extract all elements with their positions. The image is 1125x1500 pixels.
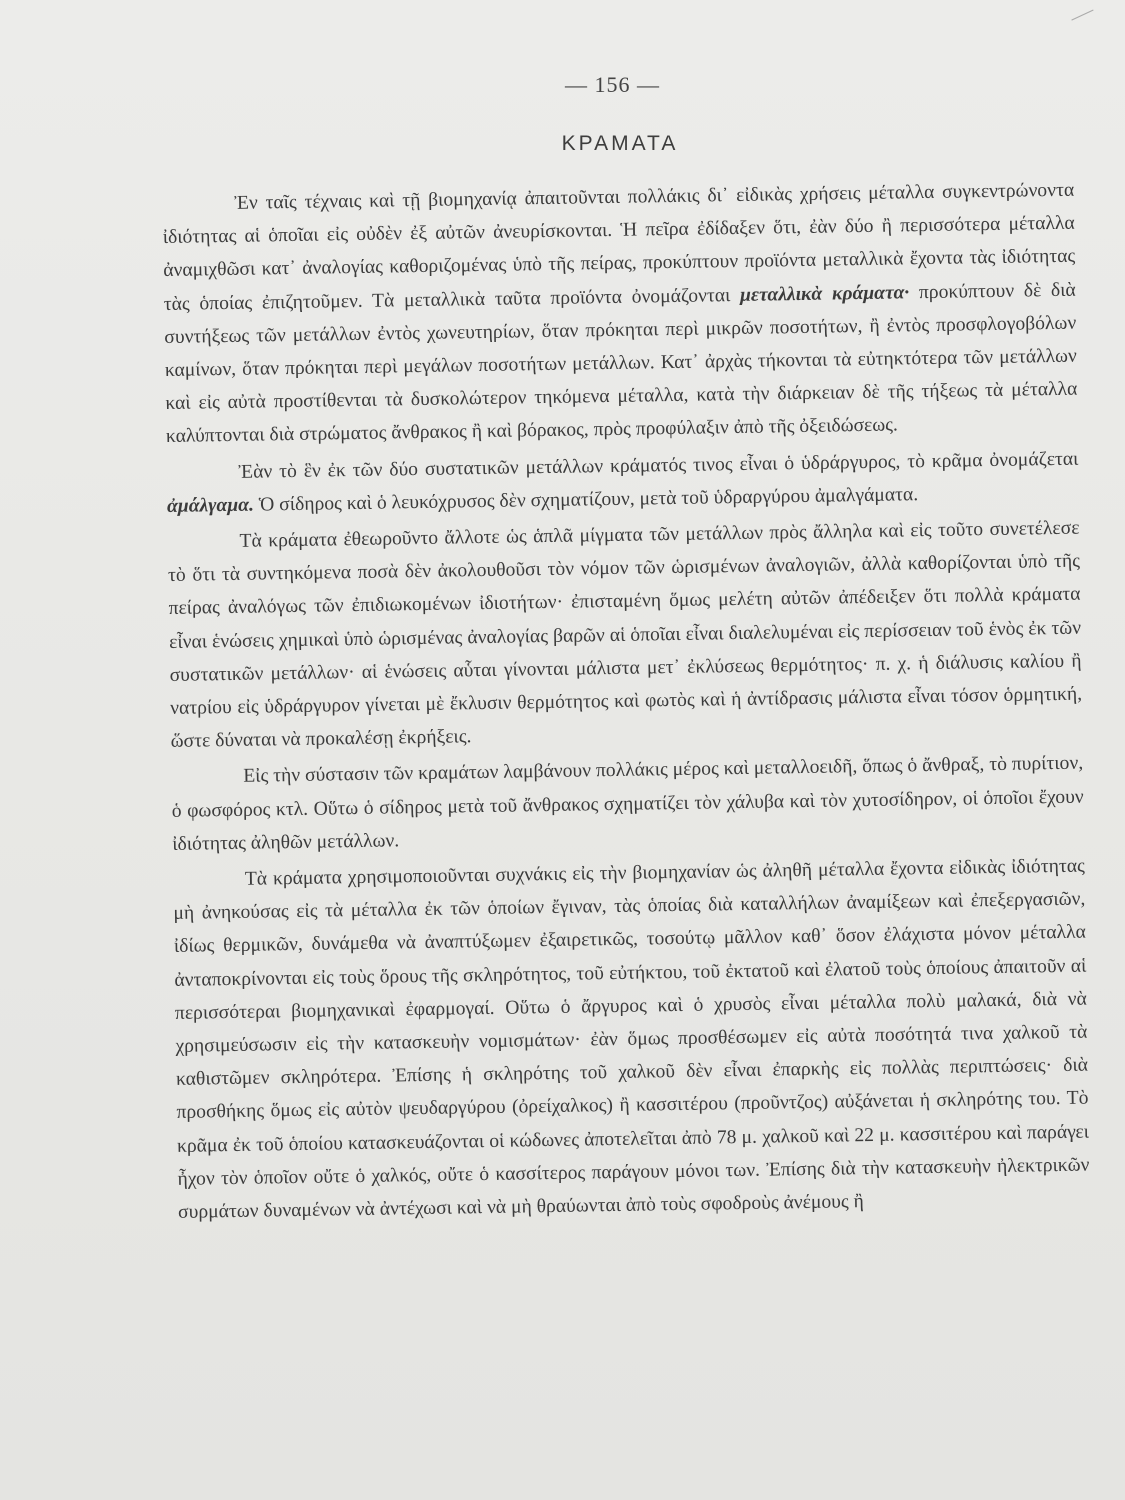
- paragraph-text: Τὰ κράματα ἐθεωροῦντο ἄλλοτε ὡς ἁπλᾶ μίγματα τῶν μετάλλων πρὸς ἄλληλα καὶ εἰς τοῦτο συνετέλεσε τὸ ὅτι τὰ συντηκόμενα ποσὰ δὲν ἀκολουθοῦσι τὸν νόμον τῶν ὡρισμένων ἀναλογιῶν, ἀλλὰ καθορίζονται ὑπὸ τῆς πείρας ἀναλόγως τῶν ἐπιδιωκομένων ἰδιοτήτων· ἐπισταμένη ὅμως μελέτη αὐτῶν ἀπέδειξεν ὅτι πολλὰ κράματα εἶναι ἑνώσεις χημικαὶ ὑπὸ ὡρισμένας ἀναλογίας βαρῶν αἱ ὁποῖαι εἶναι διαλελυμέναι εἰς περίσσειαν τοῦ ἑνὸς ἐκ τῶν συστατικῶν μετάλλων· αἱ ἑνώσεις αὗται γίνονται μάλιστα μετ᾿ ἐκλύσεως θερμότητος· π. χ. ἡ διάλυσις καλίου ἢ νατρίου εἰς ὑδράργυρον γίνεται μὲ ἔκλυσιν θερμότητος καὶ φωτὸς καὶ ἡ ἀντίδρασις μάλιστα εἶναι τόσον ὁρμητική, ὥστε δύναται νὰ προκαλέσῃ ἐκρήξεις.: [167, 517, 1083, 753]
- paragraph-text: Ἐὰν τὸ ἓν ἐκ τῶν δύο συστατικῶν μετάλλων κράματός τινος εἶναι ὁ ὑδράργυρος, τὸ κρᾶμα ὀνομάζεται: [238, 448, 1079, 483]
- page-title: ΚΡΑΜΑΤΑ: [561, 132, 679, 155]
- paragraph-5: [173, 850, 1091, 1230]
- term-metal-alloys: μεταλλικὰ κράματα·: [739, 281, 910, 306]
- body-text: [162, 174, 1090, 1229]
- term-amalgam: ἀμάλγαμα.: [166, 494, 255, 517]
- paragraph-1: [162, 174, 1078, 454]
- paragraph-text: Εἰς τὴν σύστασιν τῶν κραμάτων λαμβάνουν πολλάκις μέρος καὶ μεταλλοειδῆ, ὅπως ὁ ἄνθραξ, τὸ πυρίτιον, ὁ φωσφόρος κτλ. Οὕτω ὁ σίδηρος μετὰ τοῦ ἄνθρακος σχηματίζει τὸν χάλυβα καὶ τὸν χυτοσίδηρον, οἱ ὁποῖοι ἔχουν ἰδιότητας ἀληθῶν μετάλλων.: [171, 753, 1084, 855]
- paragraph-text: Τὰ κράματα χρησιμοποιοῦνται συχνάκις εἰς τὴν βιομηχανίαν ὡς ἀληθῆ μέταλλα ἔχοντα εἰδικὰς ἰδιότητας μὴ ἀνηκούσας εἰς τὰ μέταλλα ἐκ τῶν ὁποίων ἔγιναν, τὰς ὁποίας διὰ καταλλήλων ἀναμίξεων καὶ ἐπεξεργασιῶν, ἰδίως θερμικῶν, δυνάμεθα νὰ ἀναπτύξωμεν ἐξαιρετικῶς, τοσούτῳ μᾶλλον καθ᾿ ὅσον ἐλάχιστα μόνον μέταλλα ἀνταποκρίνονται εἰς τοὺς ὅρους τῆς σκληρότητος, τοῦ εὐτήκτου, τοῦ ἐκτατοῦ καὶ ἐλατοῦ τοὺς ὁποίους ἀπαιτοῦν αἱ περισσότεραι βιομηχανικαὶ ἐφαρμογαί. Οὕτω ὁ ἄργυρος καὶ ὁ χρυσὸς εἶναι μέταλλα πολὺ μαλακά, διὰ νὰ χρησιμεύσωσιν εἰς τὴν κατασκευὴν νομισμάτων· ἐὰν ὅμως προσθέσωμεν εἰς αὐτὰ ποσότητά τινα χαλκοῦ τὰ καθιστῶμεν σκληρότερα. Ἐπίσης ἡ σκληρότης τοῦ χαλκοῦ δὲν εἶναι ἐπαρκὴς εἰς πολλὰς περιπτώσεις· διὰ προσθήκης ὅμως εἰς αὐτὸν ψευδαργύρου (ὀρείχαλκος) ἢ κασσιτέρου (προῦντζος) αὐξάνεται ἡ σκληρότης του. Τὸ κρᾶμα ἐκ τοῦ ὁποίου κατασκευάζονται οἱ κώδωνες ἀποτελεῖται ἀπὸ 78 μ. χαλκοῦ καὶ 22 μ. κασσιτέρου καὶ παράγει ἦχον τὸν ὁποῖον οὔτε ὁ χαλκός, οὔτε ὁ κασσίτερος παράγουν μόνοι των. Ἐπίσης διὰ τὴν κατασκευὴν ἠλεκτρικῶν συρμάτων δυναμένων νὰ ἀντέχωσι καὶ νὰ μὴ θραύωνται ἀπὸ τοὺς σφοδροὺς ἀνέμους ἢ: [173, 855, 1090, 1223]
- paragraph-text: Ὁ σίδηρος καὶ ὁ λευκόχρυσος δὲν σχηματίζουν, μετὰ τοῦ ὑδραργύρου ἀμαλγάματα.: [258, 483, 919, 516]
- paragraph-text: Ἐν ταῖς τέχναις καὶ τῇ βιομηχανίᾳ ἀπαιτοῦνται πολλάκις δι᾿ εἰδικὰς χρήσεις μέταλλα συγκεντρώνοντα ἰδιότητας αἱ ὁποῖαι εἰς οὐδὲν ἐξ αὐτῶν ἀνευρίσκονται. Ἡ πεῖρα ἐδίδαξεν ὅτι, ἐὰν δύο ἢ περισσότερα μέταλλα ἀναμιχθῶσι κατ᾿ ἀναλογίας καθοριζομένας ὑπὸ τῆς πείρας, προκύπτουν προϊόντα μεταλλικὰ ἔχοντα τὰς ἰδιότητας τὰς ὁποίας ἐπιζητοῦμεν. Τὰ μεταλλικὰ ταῦτα προϊόντα ὀνομάζονται: [162, 179, 1076, 315]
- scan-mark: [1071, 10, 1098, 32]
- paragraph-4: [171, 747, 1084, 861]
- paragraph-2: [166, 442, 1079, 523]
- paragraph-text: προκύπτουν δὲ διὰ συντήξεως τῶν μετάλλων ἐντὸς χωνευτηρίων, ὅταν πρόκηται περὶ μικρῶν ποσοτήτων, ἢ ἐντὸς προσφλογοβόλων καμίνων, ὅταν πρόκηται περὶ μεγάλων ποσοτήτων μετάλλων. Κατ᾿ ἀρχὰς τήκονται τὰ εὐτηκτότερα τῶν μετάλλων καὶ εἰς αὐτὰ προστίθενται τὰ δυσκολώτερον τηκόμενα μέταλλα, κατὰ τὴν διάρκειαν δὲ τῆς τήξεως τὰ μέταλλα καλύπτονται διὰ στρώματος ἄνθρακος ἢ καὶ βόρακος, πρὸς προφύλαξιν ἀπὸ τῆς ὀξειδώσεως.: [164, 279, 1078, 448]
- paragraph-3: [167, 512, 1083, 759]
- page-number: — 156 —: [565, 72, 660, 97]
